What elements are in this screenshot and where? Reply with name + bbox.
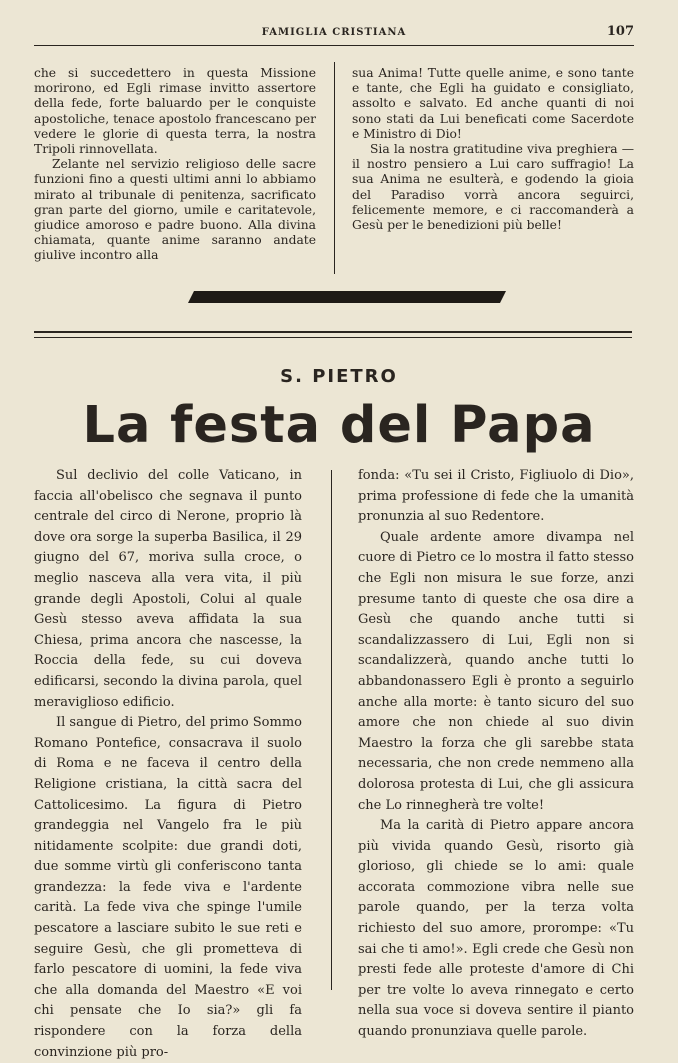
article-kicker: S. PIETRO [280, 366, 398, 387]
end-of-article-ornament [188, 291, 506, 303]
paragraph: fonda: «Tu sei il Cristo, Figliuolo di Dio», prima professione di fede che la umanità pronunzia al suo Redentore. [358, 468, 634, 525]
article-headline: La festa del Papa [82, 396, 596, 455]
column-divider [334, 62, 335, 274]
previous-article-right-column [352, 66, 634, 233]
article-right-column [358, 466, 634, 1043]
previous-article-left-column [34, 66, 316, 264]
paragraph: Zelante nel servizio religioso delle sacre funzioni fino a questi ultimi anni lo abbiamo mirato al tribunale di penitenza, sacrificato gran parte del giorno, umile e caritatevole, giudice amoroso e padre buono. Alla divina chiamata, quante anime saranno andate giulive incontro alla [34, 157, 316, 263]
paragraph: sua Anima! Tutte quelle anime, e sono tante e tante, che Egli ha guidato e consigliato, assolto e salvato. Ed anche quanti di noi sono stati da Lui beneficati come Sacerdote e Ministro di Dio! [352, 66, 634, 141]
page-number: 107 [606, 24, 634, 39]
page-header [34, 24, 634, 44]
paragraph: che si succedettero in questa Missione morirono, ed Egli rimase invitto assertore della fede, forte baluardo per le conquiste apostoliche, tenace apostolo francescano per vedere le glorie di questa terra, la nostra Tripoli rinnovellata. [34, 66, 316, 157]
column-divider [331, 470, 332, 990]
section-divider-thin [34, 337, 632, 338]
paragraph: Quale ardente amore divampa nel cuore di Pietro ce lo mostra il fatto stesso che Egli non misura le sue forze, anzi presume tanto di queste che osa dire a Gesù che quando anche tutti si scandalizzassero di Lui, Egli non si scandalizzerà, quando anche tutti lo abbandonassero Egli è pronto a seguirlo anche alla morte: è tanto sicuro del suo amore che non chiede al suo divin Maestro la forza che gli sarebbe stata necessaria, che non crede nemmeno alla dolorosa protesta di Lui, che gli assicura che Lo rinnegherà tre volte! [358, 529, 634, 813]
paragraph: Ma la carità di Pietro appare ancora più vivida quando Gesù, risorto già glorioso, gli chiede se lo ami: quale accorata commozione vibra nelle sue parole quando, per la terza volta richiesto del suo amore, prorompe: «Tu sai che ti amo!». Egli crede che Gesù non presti fede alle proteste d'amore di Chi per tre volte lo aveva rinnegato e certo nella sua voce si doveva sentire il pianto quando pronunziava quelle parole. [358, 818, 634, 1040]
paragraph: Sul declivio del colle Vaticano, in faccia all'obelisco che segnava il punto centrale del circo di Nerone, proprio là dove ora sorge la superba Basilica, il 29 giugno del 67, moriva sulla croce, o meglio nasceva alla vera vita, il più grande degli Apostoli, Colui al quale Gesù stesso aveva affidata la sua Chiesa, prima ancora che nascesse, la Roccia della fede, su cui doveva edificarsi, secondo la divina parola, quel meraviglioso edificio. [34, 468, 302, 710]
header-rule [34, 45, 634, 46]
paragraph: Il sangue di Pietro, del primo Sommo Romano Pontefice, consacrava il suolo di Roma e ne faceva il centro della Religione cristiana, la città sacra del Cattolicesimo. La figura di Pietro grandeggia nel Vangelo fra le più nitidamente scolpite: due grandi doti, due somme virtù gli conferiscono tanta grandezza: la fede viva e l'ardente carità. La fede viva che spinge l'umile pescatore a lasciare subito le sue reti e seguire Gesù, che gli prometteva di farlo pescatore di uomini, la fede viva che alla domanda del Maestro «E voi chi pensate che Io sia?» gli fa rispondere con la forza della convinzione più pro- [34, 715, 302, 1060]
section-divider-thick [34, 331, 632, 333]
magazine-title: FAMIGLIA CRISTIANA [261, 27, 407, 38]
paragraph: Sia la nostra gratitudine viva preghiera — il nostro pensiero a Lui caro suffragio! La sua Anima ne esulterà, e godendo la gioia del Paradiso vorrà ancora seguirci, felicemente memore, e ci raccomanderà a Gesù per le benedizioni più belle! [352, 142, 634, 233]
article-left-column [34, 466, 302, 1063]
